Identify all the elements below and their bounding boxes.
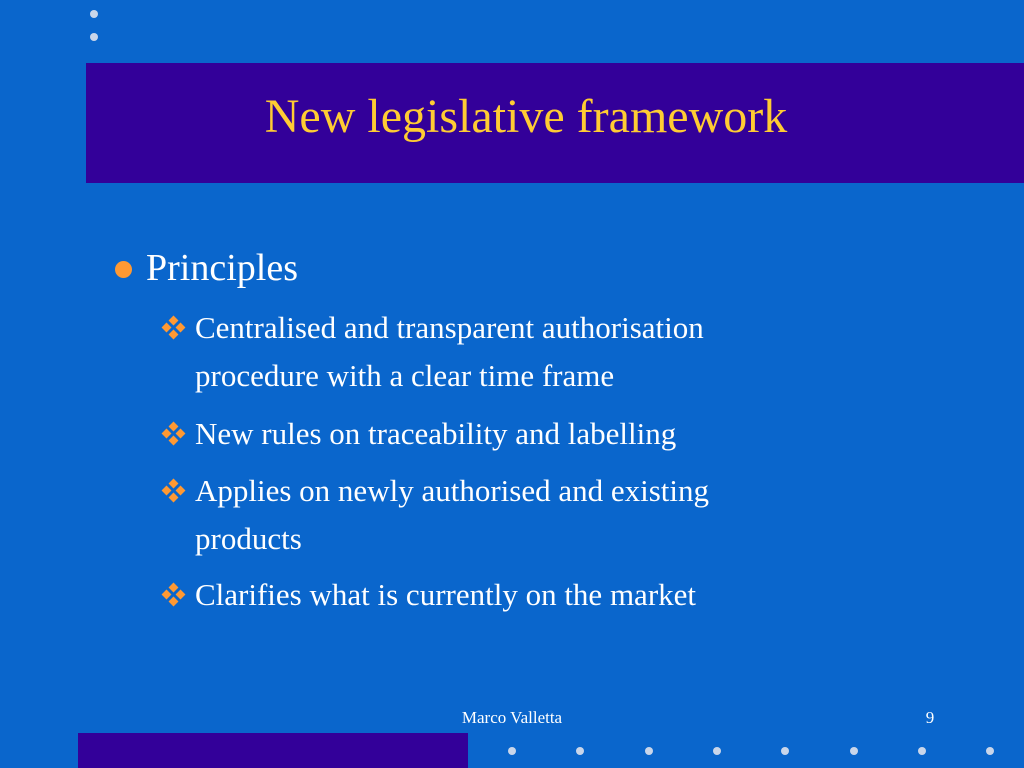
sub-bullet-text-continued: products <box>195 521 302 556</box>
bullet-text: Principles <box>146 247 298 289</box>
sub-bullet-3 <box>163 467 903 563</box>
decorative-dot-icon <box>850 747 858 755</box>
orange-circle-bullet-icon <box>115 261 132 278</box>
bullet-principles <box>115 242 298 294</box>
decorative-dot-icon <box>576 747 584 755</box>
diamond-bullet-icon <box>163 423 185 445</box>
sub-bullet-2 <box>163 410 903 458</box>
diamond-bullet-icon <box>163 317 185 339</box>
footer-bar <box>78 733 468 768</box>
footer-author: Marco Valletta <box>461 708 563 727</box>
sub-bullet-text-continued: procedure with a clear time frame <box>195 358 615 393</box>
sub-bullet-text: New rules on traceability and labelling <box>195 416 677 451</box>
decorative-dot-icon <box>713 747 721 755</box>
decorative-dot-icon <box>508 747 516 755</box>
decorative-dot-icon <box>986 747 994 755</box>
diamond-bullet-icon <box>163 584 185 606</box>
sub-bullet-text: Centralised and transparent authorisation <box>195 310 704 345</box>
decorative-dot-icon <box>645 747 653 755</box>
sub-bullet-4 <box>163 571 903 619</box>
sub-bullet-1 <box>163 304 903 400</box>
footer-page-number: 9 <box>925 708 935 727</box>
diamond-bullet-icon <box>163 480 185 502</box>
sub-bullet-text: Clarifies what is currently on the market <box>195 577 697 612</box>
decorative-dot-icon <box>918 747 926 755</box>
sub-bullet-text: Applies on newly authorised and existing <box>195 473 709 508</box>
slide-title: New legislative framework <box>264 90 788 143</box>
decorative-dot-icon <box>781 747 789 755</box>
